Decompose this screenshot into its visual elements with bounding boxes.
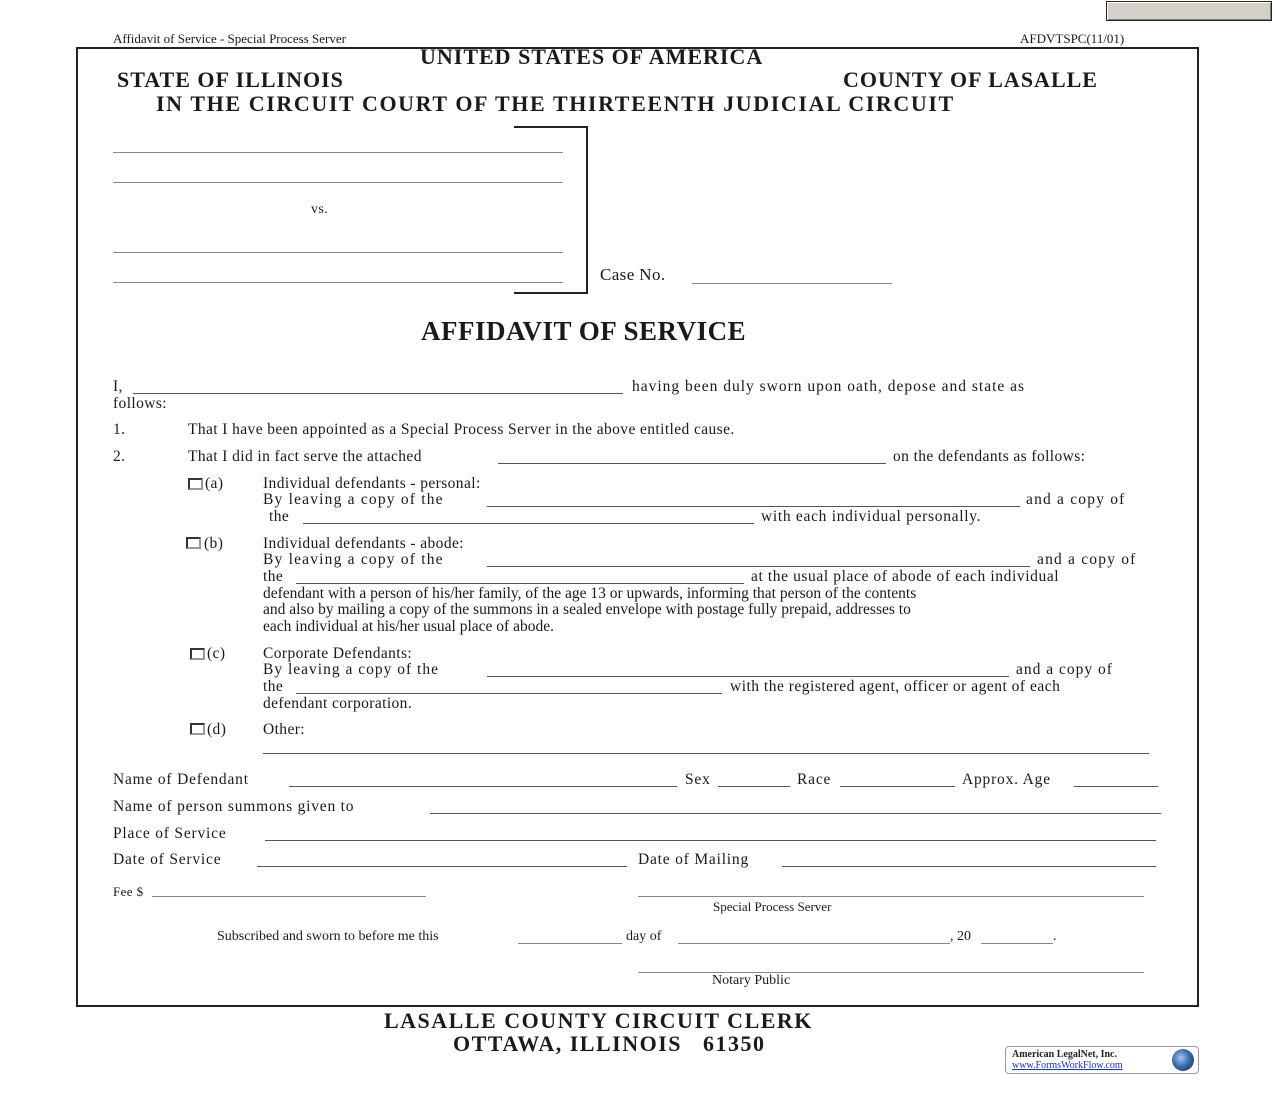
option-d-other-field[interactable] [263, 753, 1149, 754]
caption-bracket-bottom [514, 292, 588, 294]
year-prefix: , 20 [950, 929, 971, 944]
option-d-checkbox[interactable] [190, 723, 205, 735]
subscribed-text: Subscribed and sworn to before me this [217, 929, 439, 944]
option-b-line4: and also by mailing a copy of the summons in a sealed envelope with postage fully prepaid, addresses to [263, 601, 911, 618]
plaintiff-line-1[interactable] [113, 152, 563, 153]
defendant-name-label: Name of Defendant [113, 771, 249, 788]
year-field[interactable] [981, 943, 1053, 944]
date-of-service-field[interactable] [257, 866, 627, 867]
case-no-field[interactable] [692, 283, 892, 284]
option-b-letter: (b) [204, 535, 224, 552]
clerk-name: LASALLE COUNTY CIRCUIT CLERK [384, 1008, 813, 1033]
option-c-checkbox[interactable] [190, 648, 205, 660]
option-c-document-field[interactable] [487, 676, 1009, 677]
defendant-line-1[interactable] [113, 252, 563, 253]
month-field[interactable] [678, 943, 950, 944]
server-signature-field[interactable] [638, 896, 1144, 897]
case-no-label: Case No. [600, 265, 666, 284]
vendor-link[interactable]: www.FormsWorkFlow.com [1012, 1060, 1123, 1071]
option-a-letter: (a) [205, 475, 224, 492]
date-of-mailing-label: Date of Mailing [638, 851, 750, 868]
state-heading: STATE OF ILLINOIS [117, 67, 344, 92]
country-heading: UNITED STATES OF AMERICA [420, 44, 764, 69]
caption-bracket-top [514, 126, 588, 128]
caption-bracket [586, 126, 588, 294]
day-field[interactable] [518, 943, 622, 944]
option-c-line2-suffix: with the registered agent, officer or agent of each [730, 678, 1061, 695]
clerk-address: OTTAWA, ILLINOIS 61350 [453, 1031, 766, 1056]
summons-given-field[interactable] [430, 813, 1161, 814]
item-1-text: That I have been appointed as a Special Process Server in the above entitled cause. [188, 421, 735, 438]
fee-field[interactable] [152, 896, 426, 897]
server-signature-label: Special Process Server [713, 899, 832, 914]
item-2-number: 2. [113, 448, 126, 465]
option-c-line1-suffix: and a copy of [1016, 661, 1113, 678]
option-a-line1-suffix: and a copy of [1026, 491, 1126, 508]
option-a-heading: Individual defendants - personal: [263, 475, 481, 492]
court-heading: IN THE CIRCUIT COURT OF THE THIRTEENTH JUDICIAL CIRCUIT [156, 91, 955, 116]
age-field[interactable] [1074, 786, 1158, 787]
intro-continuation: follows: [113, 395, 168, 412]
option-b-line1-suffix: and a copy of [1037, 551, 1137, 568]
option-b-document-field[interactable] [487, 566, 1030, 567]
vendor-logo [1005, 1046, 1199, 1074]
served-document-field[interactable] [498, 463, 886, 464]
sex-label: Sex [685, 771, 711, 788]
option-b-second-document-field[interactable] [296, 583, 744, 584]
intro-prefix: I, [113, 378, 123, 395]
option-c-line1-prefix: By leaving a copy of the [263, 661, 439, 678]
option-a-line2-suffix: with each individual personally. [761, 508, 982, 525]
summons-given-label: Name of person summons given to [113, 798, 355, 815]
plaintiff-line-2[interactable] [113, 182, 563, 183]
place-of-service-label: Place of Service [113, 825, 227, 842]
option-d-letter: (d) [207, 721, 227, 738]
defendant-line-2[interactable] [113, 282, 563, 283]
affiant-name-field[interactable] [133, 393, 623, 394]
option-c-line3: defendant corporation. [263, 695, 413, 712]
option-c-second-document-field[interactable] [296, 693, 722, 694]
option-a-checkbox[interactable] [188, 478, 203, 490]
form-code: AFDVTSPC(11/01) [1020, 31, 1125, 46]
option-b-line2-prefix: the [263, 568, 284, 585]
option-a-line1-prefix: By leaving a copy of the [263, 491, 444, 508]
sex-field[interactable] [718, 786, 790, 787]
document-title: AFFIDAVIT OF SERVICE [421, 316, 747, 346]
toolbar-button[interactable] [1106, 1, 1272, 21]
option-b-heading: Individual defendants - abode: [263, 535, 464, 552]
option-b-line2-suffix: at the usual place of abode of each individual [751, 568, 1060, 585]
fee-label: Fee $ [113, 884, 144, 899]
period: . [1053, 929, 1057, 944]
vs-label: vs. [311, 202, 329, 217]
county-heading: COUNTY OF LASALLE [843, 67, 1098, 92]
item-1-number: 1. [113, 421, 126, 438]
race-label: Race [797, 771, 832, 788]
item-2-text-after: on the defendants as follows: [893, 448, 1086, 465]
option-b-line1-prefix: By leaving a copy of the [263, 551, 444, 568]
option-c-letter: (c) [207, 645, 226, 662]
option-d-heading: Other: [263, 721, 305, 738]
race-field[interactable] [840, 786, 955, 787]
day-of-text: day of [626, 929, 662, 944]
option-a-second-document-field[interactable] [303, 523, 754, 524]
date-of-service-label: Date of Service [113, 851, 222, 868]
option-b-line5: each individual at his/her usual place of abode. [263, 618, 554, 635]
option-c-heading: Corporate Defendants: [263, 645, 413, 662]
option-a-line2-prefix: the [269, 508, 290, 525]
option-a-document-field[interactable] [487, 506, 1020, 507]
form-title: Affidavit of Service - Special Process Server [113, 31, 346, 46]
place-of-service-field[interactable] [265, 840, 1156, 841]
date-of-mailing-field[interactable] [782, 866, 1156, 867]
option-b-checkbox[interactable] [186, 537, 201, 549]
option-b-line3: defendant with a person of his/her family, of the age 13 or upwards, informing that person of the contents [263, 585, 917, 602]
notary-public-label: Notary Public [712, 973, 791, 988]
item-2-text-before: That I did in fact serve the attached [188, 448, 422, 465]
intro-suffix: having been duly sworn upon oath, depose and state as [632, 378, 1026, 395]
age-label: Approx. Age [962, 771, 1051, 788]
globe-icon [1172, 1049, 1194, 1071]
defendant-name-field[interactable] [289, 786, 677, 787]
vendor-name: American LegalNet, Inc. [1012, 1049, 1117, 1060]
option-c-line2-prefix: the [263, 678, 284, 695]
